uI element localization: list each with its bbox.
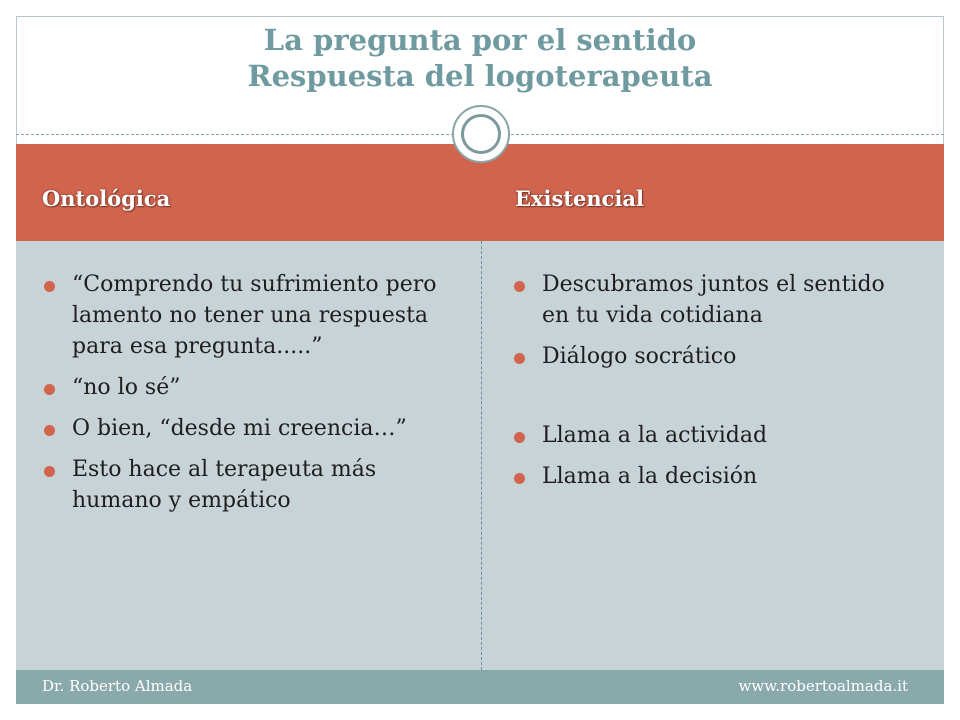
bullet-icon (514, 353, 525, 364)
circle-inner-ring (461, 114, 501, 154)
list-item-text: Esto hace al terapeuta más humano y empático (72, 457, 377, 513)
ontologica-list (44, 269, 444, 526)
bullet-icon (514, 432, 525, 443)
footer-website: www.robertoalmada.it (738, 677, 908, 695)
column-divider (481, 241, 482, 670)
bullet-icon (514, 281, 525, 292)
list-item-text: “Comprendo tu sufrimiento pero lamento no tener una respuesta para esa pregunta.....” (72, 272, 437, 359)
footer-author: Dr. Roberto Almada (42, 677, 193, 695)
list-item-text: Llama a la actividad (542, 423, 768, 448)
bullet-icon (44, 466, 55, 477)
bullet-icon (44, 425, 55, 436)
title-line-2: Respuesta del logoterapeuta (247, 59, 713, 93)
column-heading-ontologica: Ontológica (42, 186, 171, 211)
title-line-1: La pregunta por el sentido (263, 23, 697, 57)
existencial-list (514, 269, 914, 502)
bullet-icon (44, 281, 55, 292)
list-item (514, 341, 914, 372)
list-item (44, 269, 444, 362)
list-item (44, 413, 444, 444)
bullet-icon (44, 384, 55, 395)
list-item (44, 454, 444, 516)
list-item-text: “no lo sé” (72, 375, 181, 400)
circle-ornament-icon (452, 105, 510, 163)
list-item-text: Descubramos juntos el sentido en tu vida cotidiana (542, 272, 885, 328)
list-item (514, 461, 914, 492)
column-heading-existencial: Existencial (515, 186, 645, 211)
slide-title (16, 22, 944, 94)
list-item (514, 420, 914, 451)
bullet-icon (514, 473, 525, 484)
list-item-text: Llama a la decisión (542, 464, 758, 489)
list-item (44, 372, 444, 403)
list-item-text: O bien, “desde mi creencia…” (72, 416, 407, 441)
list-item (514, 269, 914, 331)
list-item-text: Diálogo socrático (542, 344, 737, 369)
